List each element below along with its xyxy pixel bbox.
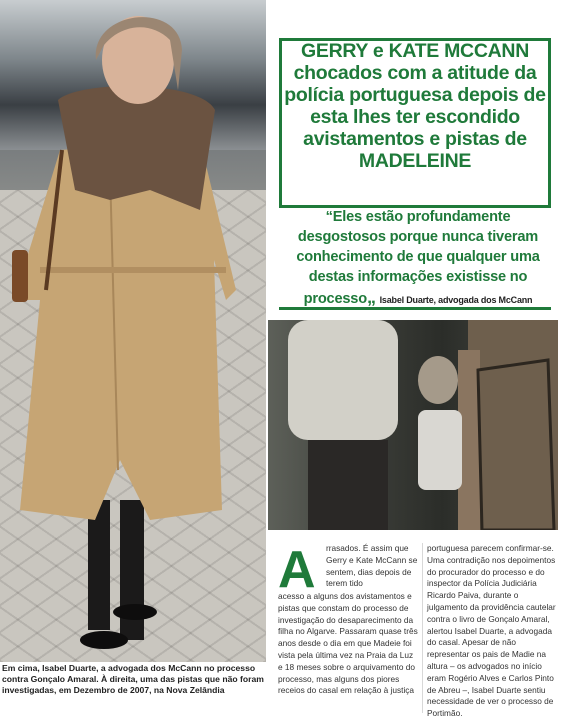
- cctv-scene: [268, 320, 558, 530]
- article-column-1-rest: [278, 591, 420, 697]
- quote-text: “Eles estão profundamente desgostosos porque nunca tiveram conhecimento de que qualquer uma destas informações existisse no processo: [296, 209, 540, 307]
- main-photo: [0, 0, 266, 662]
- article-col2-text: portuguesa parecem confirmar-se. Uma contradição nos depoimentos do procurador do processo e do inspector da Polícia Judiciária Ricardo Paiva, durante o julgamento da providência cautelar contra o livro de Gonçalo Amaral, alertou Isabel Duarte, a advogada do casal. Apesar de não representar os pais de Madie na altura – os advogados no início eram Rogério Alves e Carlos Pinto de Abreu –, Isabel Duarte sentiu necessidade de ver o processo de Portimão.: [427, 543, 556, 719]
- woman-in-coat-figure: [0, 0, 266, 662]
- headline: GERRY e KATE MCCANN chocados com a atitude da polícia portuguesa depois de esta lhes ter escondido avistamentos e pistas de MADELEINE: [284, 40, 546, 172]
- quote-divider: [279, 307, 551, 310]
- quote-close-mark: „: [366, 287, 376, 307]
- caption-part2: À direita, uma das pistas que não foram investigadas, em Dezembro de 2007, na Nova Zelândia: [2, 674, 264, 695]
- quote-attribution: Isabel Duarte, advogada dos McCann: [379, 295, 533, 305]
- pull-quote: [287, 207, 549, 310]
- drop-cap: A: [278, 541, 316, 599]
- article-column-1-top: [326, 543, 420, 590]
- caption-part1: Em cima, Isabel Duarte, a advogada dos McCann no processo contra Gonçalo Amaral.: [2, 663, 256, 684]
- article-column-2: [427, 543, 557, 720]
- cctv-photo: [268, 320, 558, 530]
- article-col1-top-text: rrasados. É assim que Gerry e Kate McCann se sentem, dias depois de terem tido: [326, 543, 418, 589]
- article-col1-rest-text: acesso a alguns dos avistamentos e pistas que constam do processo de investigação do desaparecimento da filha no Algarve. Passaram quase três anos desde o dia em que Madeie foi vista pela última vez na Praia da Luz e 18 meses sobre o arquivamento do processo, mas alguns dos piores receios do casal em relação à justiça: [278, 591, 418, 696]
- main-photo-caption: [2, 663, 266, 696]
- column-gutter: [422, 543, 423, 713]
